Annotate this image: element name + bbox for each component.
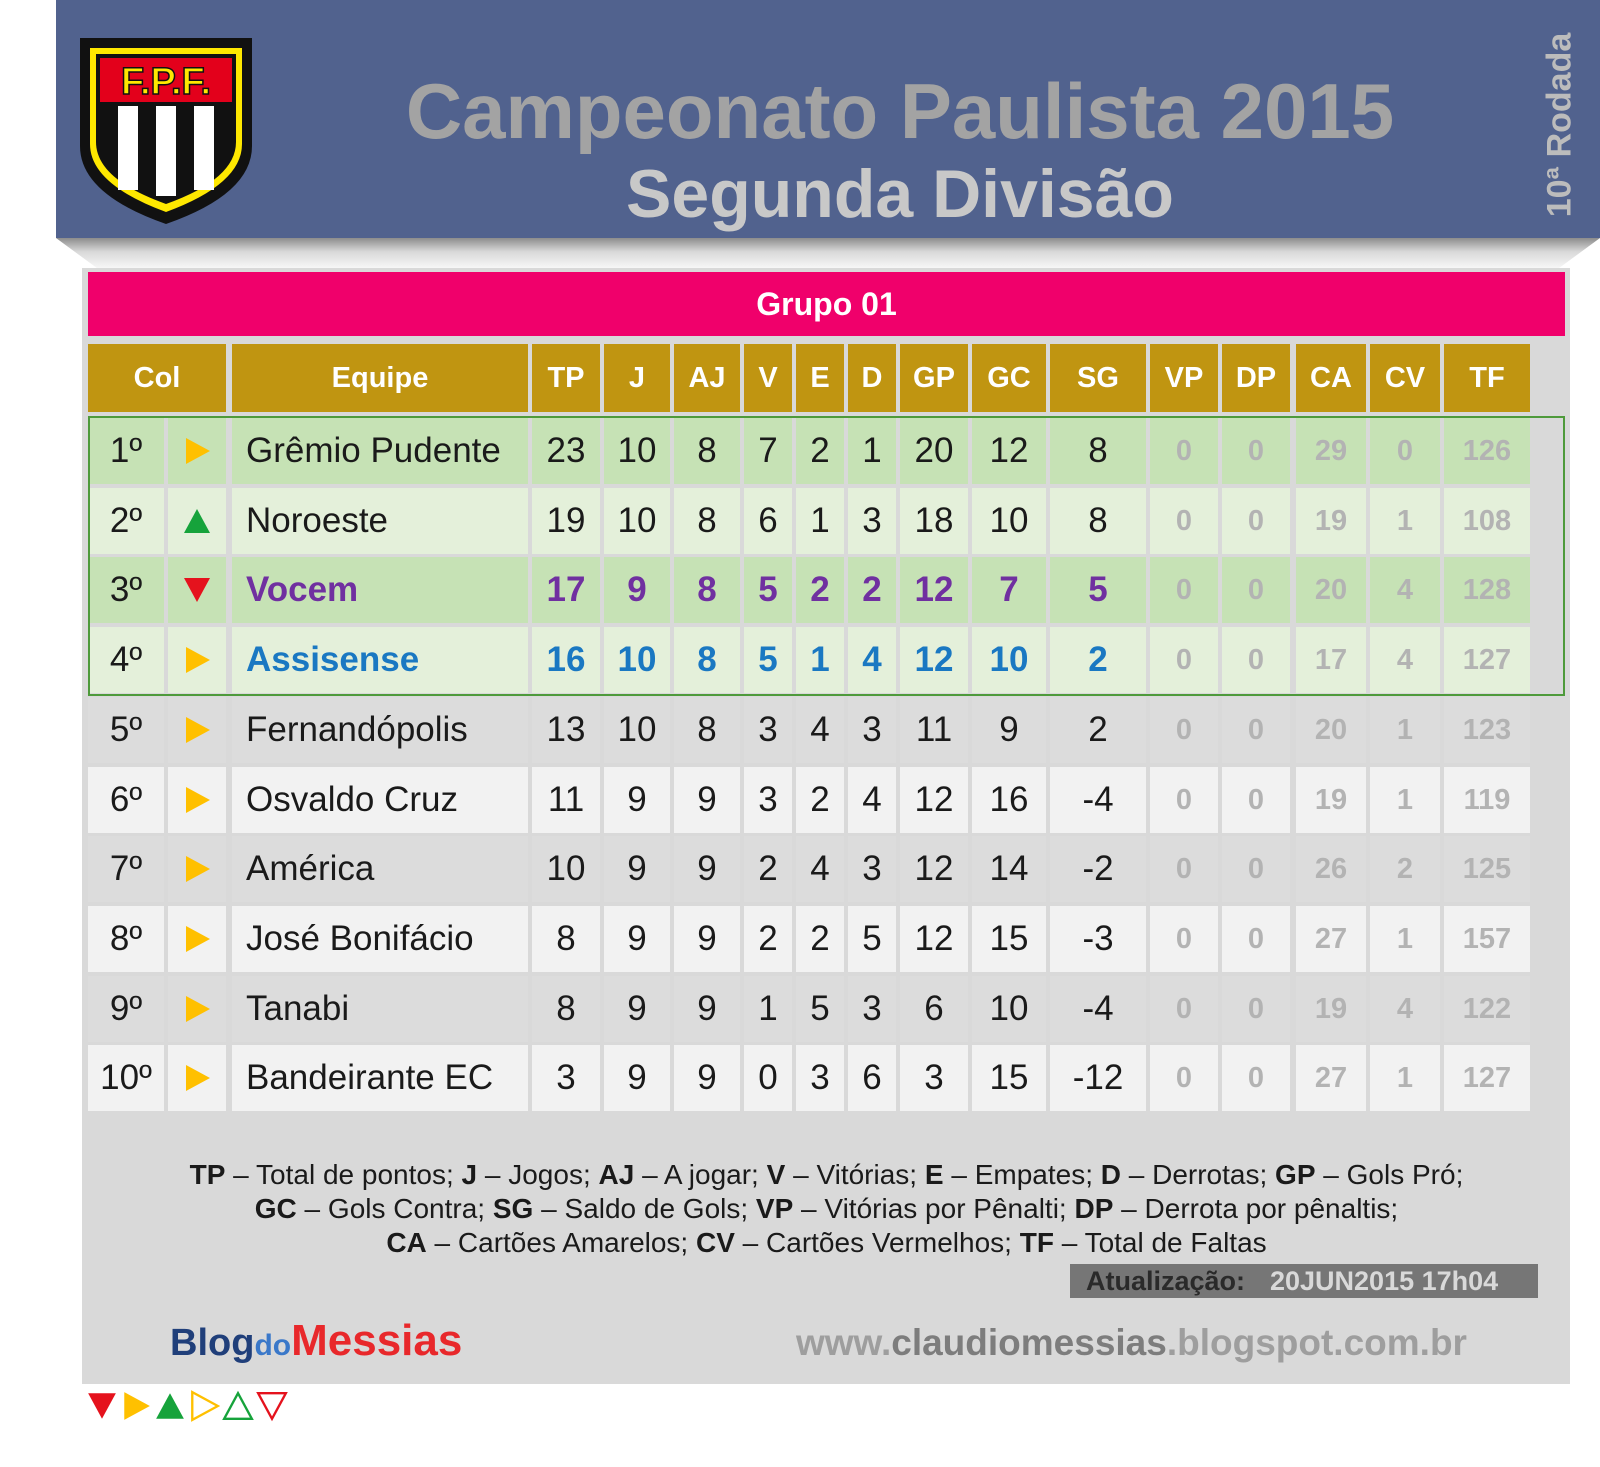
stat-v: 5 (744, 557, 792, 623)
group-title: Grupo 01 (88, 272, 1565, 336)
stat-j: 10 (604, 627, 670, 693)
position-cell: 7º (88, 836, 164, 902)
stat-j: 9 (604, 557, 670, 623)
stat-cv: 1 (1370, 767, 1440, 833)
stat-vp: 0 (1150, 627, 1218, 693)
stat-j: 10 (604, 418, 670, 484)
stat-vp: 0 (1150, 488, 1218, 554)
table-row (88, 557, 1565, 623)
stat-e: 2 (796, 557, 844, 623)
stat-cv: 4 (1370, 627, 1440, 693)
column-header-e: E (796, 344, 844, 412)
legend-description: – Saldo de Gols; (533, 1193, 756, 1224)
stat-gc: 9 (972, 697, 1046, 763)
trend-same-icon (168, 1045, 226, 1111)
stat-gp: 12 (900, 627, 968, 693)
stat-v: 7 (744, 418, 792, 484)
stat-vp: 0 (1150, 557, 1218, 623)
blog-logo (170, 1316, 462, 1366)
stat-vp: 0 (1150, 976, 1218, 1042)
stat-tf: 126 (1444, 418, 1530, 484)
legend-description: – Jogos; (477, 1159, 599, 1190)
stat-j: 9 (604, 1045, 670, 1111)
column-header-cv: CV (1370, 344, 1440, 412)
team-name: Assisense (232, 627, 528, 693)
stat-gp: 3 (900, 1045, 968, 1111)
stat-v: 2 (744, 836, 792, 902)
stat-e: 2 (796, 906, 844, 972)
legend-abbrev: V (766, 1159, 786, 1190)
legend-abbrev: CA (386, 1227, 427, 1258)
stat-j: 9 (604, 836, 670, 902)
stat-d: 3 (848, 976, 896, 1042)
legend-abbrev: TF (1019, 1227, 1054, 1258)
legend-description: – Total de Faltas (1053, 1227, 1267, 1258)
legend-description: – Gols Pró; (1315, 1159, 1464, 1190)
team-name: Vocem (232, 557, 528, 623)
stat-e: 1 (796, 627, 844, 693)
stat-gp: 6 (900, 976, 968, 1042)
stat-sg: -12 (1050, 1045, 1146, 1111)
stat-cv: 4 (1370, 557, 1440, 623)
stat-j: 10 (604, 488, 670, 554)
stat-ca: 20 (1296, 557, 1366, 623)
column-header-tf: TF (1444, 344, 1530, 412)
position-cell: 9º (88, 976, 164, 1042)
legend-abbrev: SG (492, 1193, 534, 1224)
stat-tf: 127 (1444, 627, 1530, 693)
legend-abbrev: TP (189, 1159, 226, 1190)
table-row (88, 767, 1565, 833)
team-name: Grêmio Pudente (232, 418, 528, 484)
stat-cv: 2 (1370, 836, 1440, 902)
url-suffix: .blogspot.com.br (1166, 1322, 1467, 1363)
stat-ca: 27 (1296, 906, 1366, 972)
stat-gp: 20 (900, 418, 968, 484)
trend-up-outline-icon (222, 1390, 254, 1424)
legend-description: – Derrotas; (1120, 1159, 1276, 1190)
stat-aj: 9 (674, 906, 740, 972)
table-row (88, 418, 1565, 484)
stat-cv: 0 (1370, 418, 1440, 484)
stat-d: 3 (848, 836, 896, 902)
stat-tp: 10 (532, 836, 600, 902)
stat-gc: 10 (972, 976, 1046, 1042)
stat-tf: 125 (1444, 836, 1530, 902)
stat-gc: 12 (972, 418, 1046, 484)
stat-sg: -2 (1050, 836, 1146, 902)
stat-aj: 8 (674, 557, 740, 623)
stat-aj: 9 (674, 836, 740, 902)
column-header-tp: TP (532, 344, 600, 412)
stat-cv: 1 (1370, 906, 1440, 972)
stat-sg: 8 (1050, 418, 1146, 484)
stat-aj: 8 (674, 627, 740, 693)
legend-abbrev: J (461, 1159, 478, 1190)
stat-sg: 5 (1050, 557, 1146, 623)
table-row (88, 627, 1565, 693)
stat-gp: 18 (900, 488, 968, 554)
stat-dp: 0 (1222, 697, 1290, 763)
update-label: Atualização: (1086, 1266, 1246, 1296)
column-header-gp: GP (900, 344, 968, 412)
stat-vp: 0 (1150, 418, 1218, 484)
stat-gc: 14 (972, 836, 1046, 902)
legend-abbrev: DP (1074, 1193, 1114, 1224)
trend-same-icon (168, 976, 226, 1042)
position-cell: 6º (88, 767, 164, 833)
trend-same-filled-icon (120, 1390, 152, 1424)
blog-logo-part2: do (254, 1329, 292, 1362)
stat-gc: 10 (972, 627, 1046, 693)
legend-description: – Vitórias por Pênalti; (793, 1193, 1075, 1224)
stat-dp: 0 (1222, 976, 1290, 1042)
stat-gp: 12 (900, 906, 968, 972)
position-cell: 3º (88, 557, 164, 623)
position-cell: 10º (88, 1045, 164, 1111)
legend-abbrev: E (924, 1159, 944, 1190)
trend-same-icon (168, 627, 226, 693)
logo-text: F.P.F. (120, 61, 212, 103)
stat-sg: -3 (1050, 906, 1146, 972)
table-row (88, 976, 1565, 1042)
legend-description: – Vitórias; (785, 1159, 925, 1190)
stat-tp: 19 (532, 488, 600, 554)
stat-d: 6 (848, 1045, 896, 1111)
stat-v: 0 (744, 1045, 792, 1111)
stat-v: 2 (744, 906, 792, 972)
stat-tp: 3 (532, 1045, 600, 1111)
position-cell: 5º (88, 697, 164, 763)
trend-same-icon (168, 836, 226, 902)
stat-j: 10 (604, 697, 670, 763)
stat-tp: 8 (532, 906, 600, 972)
stat-gc: 15 (972, 906, 1046, 972)
stat-tf: 108 (1444, 488, 1530, 554)
stat-gp: 12 (900, 767, 968, 833)
stat-tp: 11 (532, 767, 600, 833)
stat-gc: 7 (972, 557, 1046, 623)
stat-cv: 1 (1370, 1045, 1440, 1111)
page-title: Campeonato Paulista 2015 (405, 67, 1395, 155)
stat-sg: -4 (1050, 976, 1146, 1042)
legend-abbrev: VP (755, 1193, 794, 1224)
stat-vp: 0 (1150, 836, 1218, 902)
trend-up-icon (168, 488, 226, 554)
legend-description: – Total de pontos; (225, 1159, 462, 1190)
team-name: Osvaldo Cruz (232, 767, 528, 833)
update-badge (1070, 1264, 1538, 1298)
round-label (1520, 20, 1600, 230)
stat-d: 3 (848, 697, 896, 763)
legend-description: – Cartões Vermelhos; (734, 1227, 1020, 1258)
stat-aj: 8 (674, 697, 740, 763)
position-cell: 8º (88, 906, 164, 972)
stat-ca: 20 (1296, 697, 1366, 763)
position-cell: 4º (88, 627, 164, 693)
stat-d: 3 (848, 488, 896, 554)
stat-sg: 8 (1050, 488, 1146, 554)
stat-gc: 16 (972, 767, 1046, 833)
stat-dp: 0 (1222, 906, 1290, 972)
stat-v: 3 (744, 767, 792, 833)
legend-line (88, 1226, 1565, 1260)
stat-ca: 27 (1296, 1045, 1366, 1111)
legend-abbrev: GP (1275, 1159, 1316, 1190)
stat-tf: 127 (1444, 1045, 1530, 1111)
stat-d: 1 (848, 418, 896, 484)
stat-e: 3 (796, 1045, 844, 1111)
stat-sg: 2 (1050, 627, 1146, 693)
trend-same-icon (168, 697, 226, 763)
blog-url[interactable] (796, 1322, 1467, 1364)
page-subtitle: Segunda Divisão (626, 156, 1174, 232)
stat-e: 4 (796, 836, 844, 902)
stat-cv: 4 (1370, 976, 1440, 1042)
stat-v: 6 (744, 488, 792, 554)
legend-line (88, 1158, 1565, 1192)
stat-gp: 12 (900, 836, 968, 902)
column-header-dp: DP (1222, 344, 1290, 412)
blog-logo-part1: Blog (170, 1322, 255, 1364)
stat-ca: 19 (1296, 976, 1366, 1042)
blog-logo-part3: Messias (291, 1316, 463, 1365)
team-name: América (232, 836, 528, 902)
stat-vp: 0 (1150, 1045, 1218, 1111)
legend-abbrev: GC (254, 1193, 297, 1224)
stat-e: 4 (796, 697, 844, 763)
stat-ca: 19 (1296, 767, 1366, 833)
position-cell: 2º (88, 488, 164, 554)
stat-tp: 13 (532, 697, 600, 763)
table-row (88, 836, 1565, 902)
stat-tf: 119 (1444, 767, 1530, 833)
table-row (88, 488, 1565, 554)
stat-tf: 122 (1444, 976, 1530, 1042)
trend-down-icon (168, 557, 226, 623)
url-prefix: www. (796, 1322, 892, 1363)
trend-same-icon (168, 906, 226, 972)
trend-same-icon (168, 767, 226, 833)
stat-aj: 8 (674, 418, 740, 484)
stat-tp: 17 (532, 557, 600, 623)
stat-ca: 29 (1296, 418, 1366, 484)
stat-tp: 8 (532, 976, 600, 1042)
stat-tp: 16 (532, 627, 600, 693)
column-header-v: V (744, 344, 792, 412)
stat-dp: 0 (1222, 627, 1290, 693)
update-value: 20JUN2015 17h04 (1270, 1266, 1499, 1296)
legend-description: – Gols Contra; (296, 1193, 493, 1224)
legend-abbrev: AJ (598, 1159, 635, 1190)
stat-d: 4 (848, 767, 896, 833)
legend-description: – Derrota por pênaltis; (1113, 1193, 1399, 1224)
column-header-equipe: Equipe (232, 344, 528, 412)
stat-tf: 123 (1444, 697, 1530, 763)
column-header-gc: GC (972, 344, 1046, 412)
trend-same-outline-icon (188, 1390, 220, 1424)
stat-sg: -4 (1050, 767, 1146, 833)
header-shadow (56, 238, 1600, 272)
stat-aj: 8 (674, 488, 740, 554)
column-header-aj: AJ (674, 344, 740, 412)
legend-line (88, 1192, 1565, 1226)
stat-e: 2 (796, 767, 844, 833)
trend-down-filled-icon (86, 1390, 118, 1424)
legend-description: – A jogar; (634, 1159, 767, 1190)
column-header-ca: CA (1296, 344, 1366, 412)
stat-dp: 0 (1222, 488, 1290, 554)
team-name: Tanabi (232, 976, 528, 1042)
stat-dp: 0 (1222, 767, 1290, 833)
stat-cv: 1 (1370, 488, 1440, 554)
stat-d: 5 (848, 906, 896, 972)
stat-gp: 12 (900, 557, 968, 623)
legend-abbrev: CV (696, 1227, 735, 1258)
column-header-sg: SG (1050, 344, 1146, 412)
stat-j: 9 (604, 976, 670, 1042)
stat-j: 9 (604, 906, 670, 972)
team-name: Fernandópolis (232, 697, 528, 763)
table-row (88, 1045, 1565, 1111)
stat-vp: 0 (1150, 767, 1218, 833)
stat-tf: 128 (1444, 557, 1530, 623)
legend (88, 1158, 1565, 1260)
table-row (88, 697, 1565, 763)
stat-tp: 23 (532, 418, 600, 484)
column-header-vp: VP (1150, 344, 1218, 412)
trend-down-outline-icon (256, 1390, 288, 1424)
position-cell: 1º (88, 418, 164, 484)
url-domain: claudiomessias (891, 1322, 1167, 1363)
column-header-col: Col (88, 344, 226, 412)
stat-dp: 0 (1222, 836, 1290, 902)
trend-same-icon (168, 418, 226, 484)
stat-v: 3 (744, 697, 792, 763)
team-name: José Bonifácio (232, 906, 528, 972)
stat-dp: 0 (1222, 418, 1290, 484)
stat-sg: 2 (1050, 697, 1146, 763)
stat-d: 4 (848, 627, 896, 693)
trend-up-filled-icon (154, 1390, 186, 1424)
stat-ca: 17 (1296, 627, 1366, 693)
trend-symbol-key (86, 1390, 288, 1424)
stat-v: 1 (744, 976, 792, 1042)
stat-ca: 26 (1296, 836, 1366, 902)
stat-vp: 0 (1150, 697, 1218, 763)
stat-gc: 10 (972, 488, 1046, 554)
stat-e: 2 (796, 418, 844, 484)
round-text: 10ª Rodada (1540, 32, 1579, 218)
stat-e: 5 (796, 976, 844, 1042)
stat-aj: 9 (674, 1045, 740, 1111)
stat-cv: 1 (1370, 697, 1440, 763)
column-header-j: J (604, 344, 670, 412)
stat-vp: 0 (1150, 906, 1218, 972)
stat-dp: 0 (1222, 1045, 1290, 1111)
stat-aj: 9 (674, 767, 740, 833)
stat-gp: 11 (900, 697, 968, 763)
stat-d: 2 (848, 557, 896, 623)
stat-ca: 19 (1296, 488, 1366, 554)
team-name: Bandeirante EC (232, 1045, 528, 1111)
stat-aj: 9 (674, 976, 740, 1042)
stat-gc: 15 (972, 1045, 1046, 1111)
legend-description: – Cartões Amarelos; (426, 1227, 696, 1258)
legend-abbrev: D (1100, 1159, 1121, 1190)
team-name: Noroeste (232, 488, 528, 554)
stat-v: 5 (744, 627, 792, 693)
stat-tf: 157 (1444, 906, 1530, 972)
fpf-logo (74, 34, 258, 228)
legend-description: – Empates; (943, 1159, 1101, 1190)
table-row (88, 906, 1565, 972)
stat-j: 9 (604, 767, 670, 833)
column-header-d: D (848, 344, 896, 412)
stat-e: 1 (796, 488, 844, 554)
stat-dp: 0 (1222, 557, 1290, 623)
